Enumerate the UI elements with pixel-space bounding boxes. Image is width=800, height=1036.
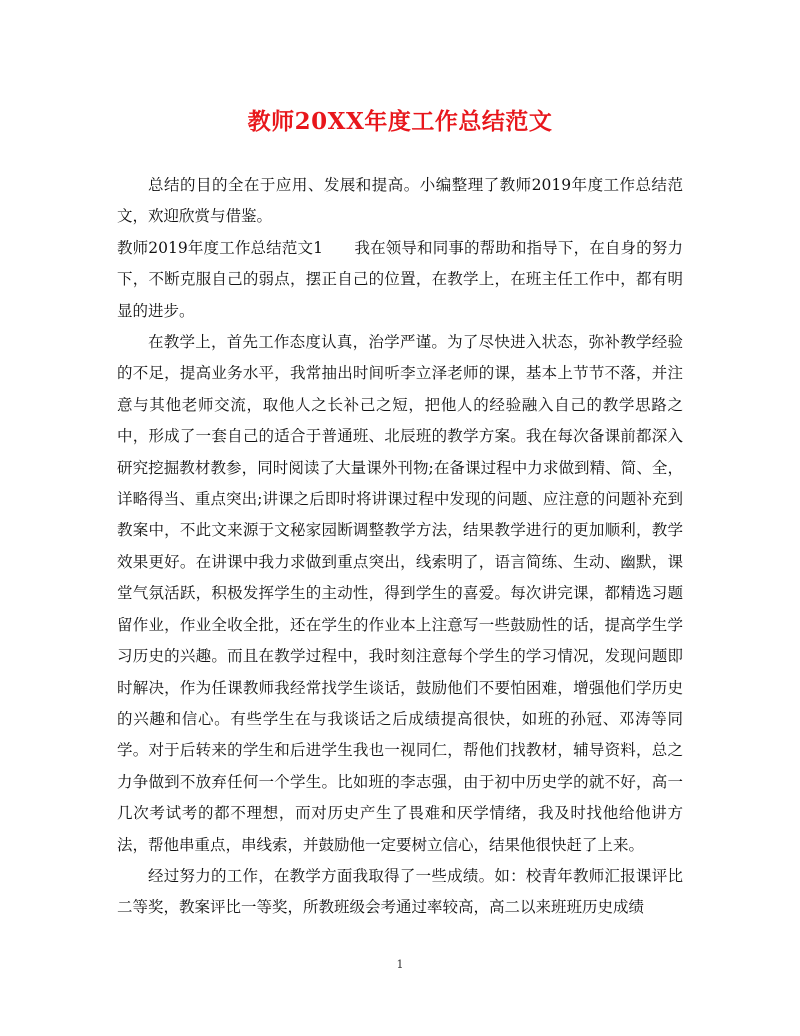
intro-paragraph: 总结的目的全在于应用、发展和提高。小编整理了教师2019年度工作总结范文，欢迎欣赏与借鉴。 [117, 176, 683, 226]
body-paragraph-teaching: 在教学上，首先工作态度认真，治学严谨。为了尽快进入状态，弥补教学经验的不足，提高业务水平，我常抽出时间听李立泽老师的课，基本上节节不落，并注意与其他老师交流，取他人之长补己之短，把他人的经验融入自己的教学思路之中，形成了一套自己的适合于普通班、北辰班的教学方案。我在每次备课前都深入研究挖掘教材教参，同时阅读了大量课外刊物;在备课过程中力求做到精、简、全，详略得当、重点突出;讲课之后即时将讲课过程中发现的问题、应注意的问题补充到教案中，不此文来源于文秘家园断调整教学方法，结果教学进行的更加顺利，教学效果更好。在讲课中我力求做到重点突出，线索明了，语言简练、生动、幽默，课堂气氛活跃，积极发挥学生的主动性，得到学生的喜爱。每次讲完课，都精选习题留作业，作业全收全批，还在学生的作业本上注意写一些鼓励性的话，提高学生学习历史的兴趣。而且在教学过程中，我时刻注意每个学生的学习情况，发现问题即时解决，作为任课教师我经常找学生谈话，鼓励他们不要怕困难，增强他们学历史的兴趣和信心。有些学生在与我谈话之后成绩提高很快，如班的孙冠、邓涛等同学。对于后转来的学生和后进学生我也一视同仁，帮他们找教材，辅导资料，总之力争做到不放弃任何一个学生。比如班的李志强，由于初中历史学的就不好，高一几次考试考的都不理想，而对历史产生了畏难和厌学情绪，我及时找他给他讲方法，帮他串重点，串线索，并鼓励他一定要树立信心，结果他很快赶了上来。 [117, 333, 683, 854]
document-title: 教师20XX年度工作总结范文 [247, 108, 553, 135]
page-number: 1 [396, 958, 404, 971]
section-heading-paragraph: 教师2019年度工作总结范文1 我在领导和同事的帮助和指导下，在自身的努力下，不断克服自己的弱点，摆正自己的位置，在教学上，在班主任工作中，都有明显的进步。 [117, 238, 683, 320]
document-body [117, 170, 683, 924]
body-paragraph-achievements: 经过努力的工作，在教学方面我取得了一些成绩。如：校青年教师汇报课评比二等奖，教案评比一等奖，所教班级会考通过率较高，高二以来班班历史成绩 [117, 866, 683, 917]
